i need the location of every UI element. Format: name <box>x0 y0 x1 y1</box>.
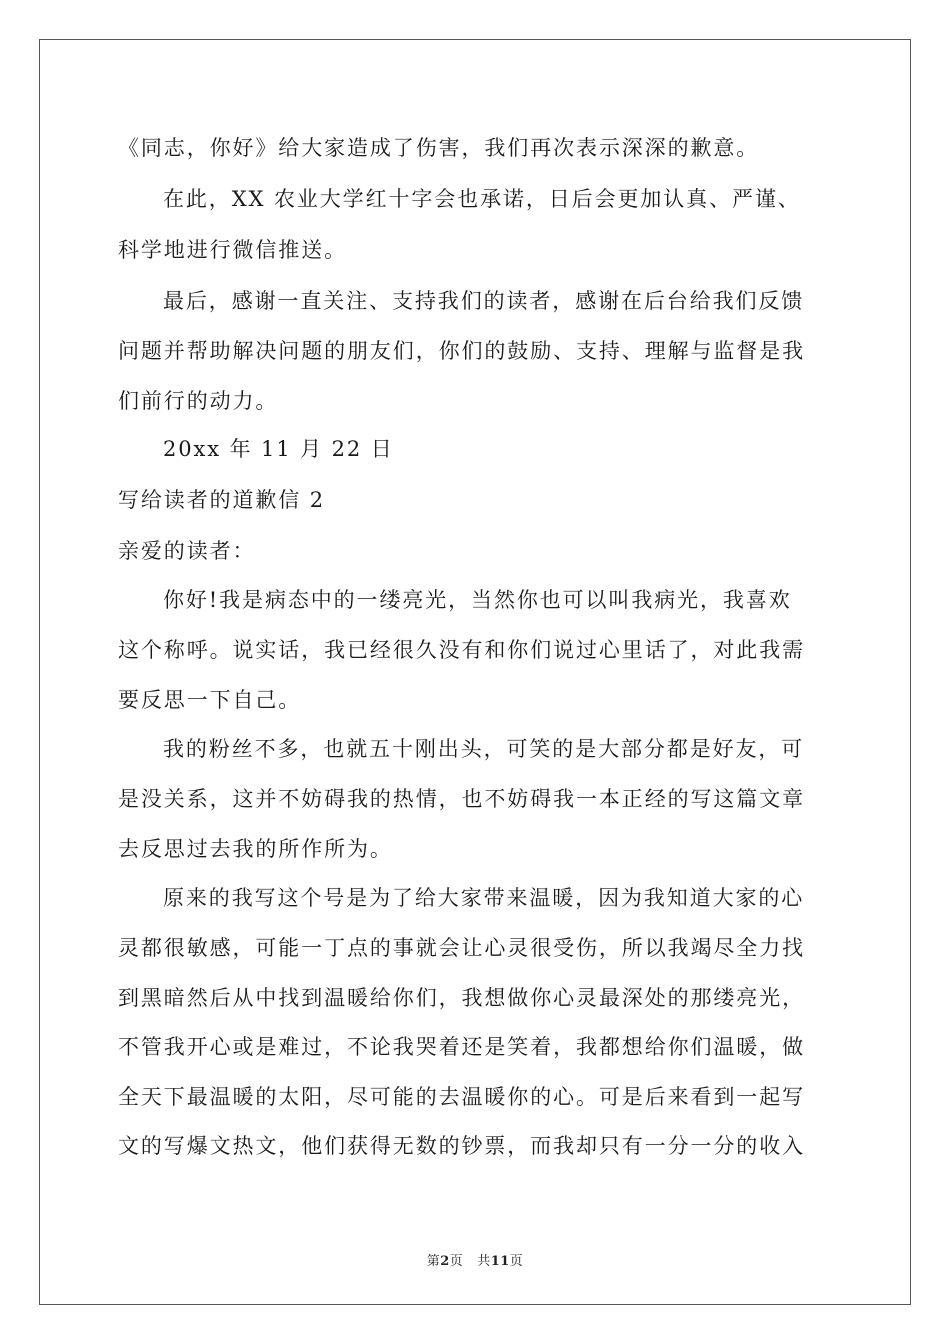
body-line: 全天下最温暖的太阳，尽可能的去温暖你的心。可是后来看到一起写 <box>118 1085 805 1109</box>
paragraph-first-line: 我的粉丝不多，也就五十刚出头，可笑的是大部分都是好友，可 <box>163 737 805 761</box>
body-line: 不管我开心或是难过，不论我哭着还是笑着，我都想给你们温暖，做 <box>118 1035 805 1059</box>
body-line: 们前行的动力。 <box>118 389 279 413</box>
body-line: 科学地进行微信推送。 <box>118 238 347 262</box>
body-line: 灵都很敏感，可能一丁点的事就会让心灵很受伤，所以我竭尽全力找 <box>118 936 805 960</box>
footer-page-prefix: 第 <box>426 1254 441 1269</box>
footer-total-prefix: 共 <box>477 1254 491 1269</box>
body-line: 要反思一下自己。 <box>118 688 302 712</box>
body-line: 文的写爆文热文，他们获得无数的钞票，而我却只有一分一分的收入 <box>118 1134 805 1158</box>
page-footer <box>0 1250 950 1269</box>
body-line: 《同志，你好》给大家造成了伤害，我们再次表示深深的歉意。 <box>118 136 760 160</box>
date-line: 20xx 年 11 月 22 日 <box>163 437 394 461</box>
footer-page-number: 2 <box>440 1254 450 1269</box>
paragraph-first-line: 在此，XX 农业大学红十字会也承诺，日后会更加认真、严谨、 <box>163 187 801 211</box>
footer-page-unit: 页 <box>449 1254 464 1269</box>
paragraph-first-line: 最后，感谢一直关注、支持我们的读者，感谢在后台给我们反馈 <box>163 289 805 313</box>
body-line: 是没关系，这并不妨碍我的热情，也不妨碍我一本正经的写这篇文章 <box>118 787 805 811</box>
body-line: 到黑暗然后从中找到温暖给你们，我想做你心灵最深处的那缕亮光， <box>118 986 805 1010</box>
footer-total-pages: 11 <box>490 1254 510 1269</box>
letter-title: 写给读者的道歉信 2 <box>118 488 326 512</box>
salutation: 亲爱的读者： <box>118 539 256 563</box>
body-line: 去反思过去我的所作所为。 <box>118 837 393 861</box>
footer-total-unit: 页 <box>509 1254 524 1269</box>
paragraph-first-line: 原来的我写这个号是为了给大家带来温暖，因为我知道大家的心 <box>163 886 805 910</box>
paragraph-first-line: 你好!我是病态中的一缕亮光，当然你也可以叫我病光，我喜欢 <box>163 588 792 612</box>
page-border <box>39 39 911 1305</box>
body-line: 这个称呼。说实话，我已经很久没有和你们说过心里话了，对此我需 <box>118 638 805 662</box>
body-line: 问题并帮助解决问题的朋友们，你们的鼓励、支持、理解与监督是我 <box>118 339 805 363</box>
